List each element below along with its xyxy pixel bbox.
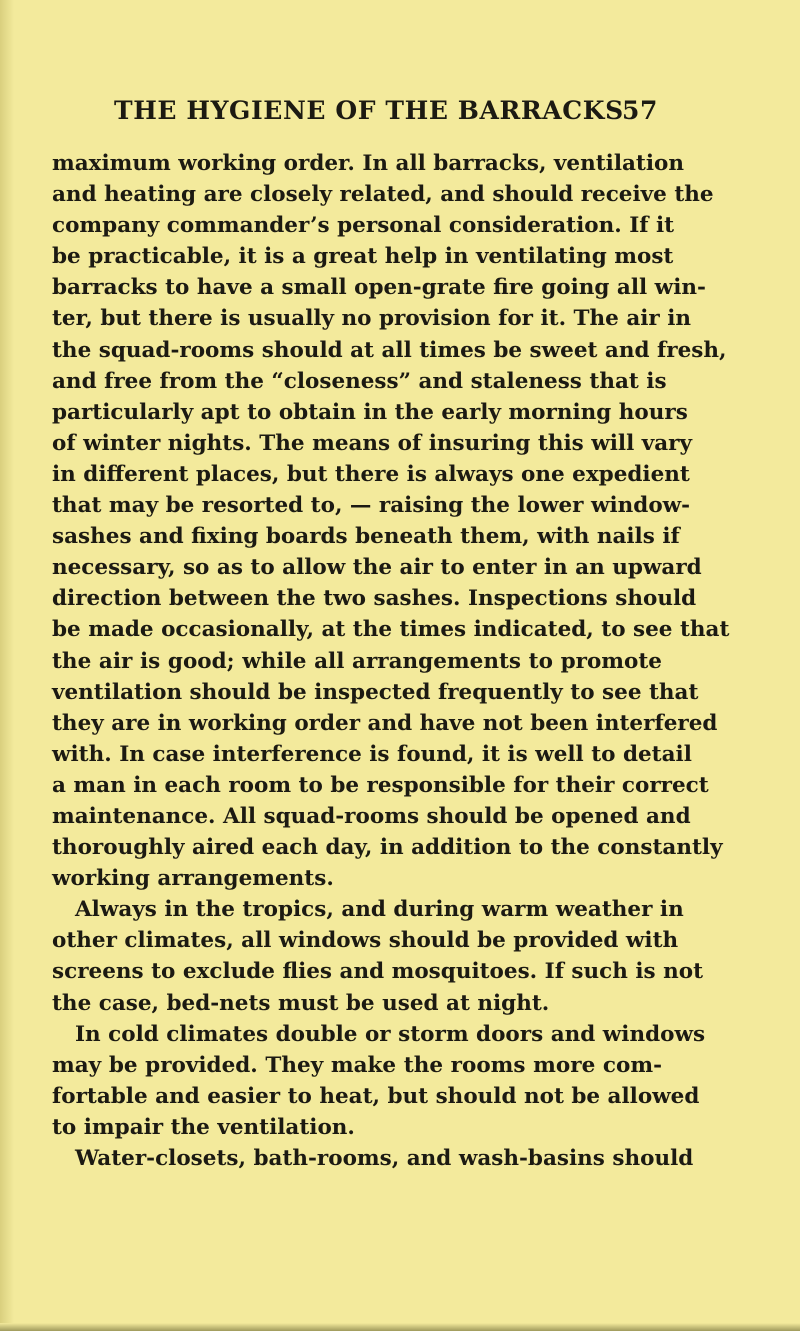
text-line: be made occasionally, at the times indicated, to see that (52, 617, 730, 643)
text-line: ventilation should be inspected frequently to see that (52, 679, 699, 705)
text-line: ter, but there is usually no provision for it. The air in (52, 306, 692, 332)
page-bottom-edge (0, 1323, 800, 1331)
text-line: a man in each room to be responsible for their correct (52, 772, 709, 798)
body-text (52, 148, 730, 1174)
text-line: and free from the “closeness” and staleness that is (52, 368, 667, 394)
text-line: with. In case interference is found, it is well to detail (52, 741, 692, 767)
paragraph-start-line: In cold climates double or storm doors and windows (75, 1021, 706, 1047)
paragraph-end-line: working arrangements. (52, 866, 334, 892)
text-line: maximum working order. In all barracks, ventilation (52, 151, 684, 176)
text-line: may be provided. They make the rooms more com- (52, 1052, 662, 1078)
text-line: barracks to have a small open-grate fire going all win- (52, 275, 706, 301)
text-line: sashes and fixing boards beneath them, with nails if (52, 524, 680, 550)
text-line: of winter nights. The means of insuring this will vary (52, 430, 692, 456)
paragraph-start-line: Water-closets, bath-rooms, and wash-basins should (75, 1146, 694, 1171)
paragraph-start-line: Always in the tropics, and during warm weather in (75, 897, 684, 923)
text-line: maintenance. All squad-rooms should be opened and (52, 803, 691, 829)
text-line: they are in working order and have not been interfered (52, 710, 718, 736)
page-header (114, 96, 658, 136)
page-number: 57 (622, 96, 658, 125)
text-line: screens to exclude flies and mosquitoes. If such is not (52, 959, 704, 985)
running-title: THE HYGIENE OF THE BARRACKS (114, 96, 624, 125)
text-line: necessary, so as to allow the air to enter in an upward (52, 555, 702, 581)
text-line: particularly apt to obtain in the early morning hours (52, 399, 688, 425)
paragraph-end-line: the case, bed-nets must be used at night. (52, 990, 550, 1016)
text-line: other climates, all windows should be provided with (52, 928, 679, 954)
text-line: and heating are closely related, and should receive the (52, 182, 714, 208)
text-line: the air is good; while all arrangements to promote (52, 648, 662, 674)
text-line: the squad-rooms should at all times be sweet and fresh, (52, 337, 727, 363)
paragraph-end-line: to impair the ventilation. (52, 1114, 355, 1140)
text-line: fortable and easier to heat, but should not be allowed (52, 1083, 700, 1109)
text-line: thoroughly aired each day, in addition to the constantly (52, 835, 723, 861)
text-line: be practicable, it is a great help in ventilating most (52, 244, 674, 270)
text-line: company commander’s personal consideration. If it (52, 213, 675, 239)
text-line: that may be resorted to, — raising the lower window- (52, 493, 691, 519)
text-line: direction between the two sashes. Inspections should (52, 586, 697, 612)
page-gutter-shadow (0, 0, 14, 1331)
text-line: in different places, but there is always one expedient (52, 461, 690, 487)
